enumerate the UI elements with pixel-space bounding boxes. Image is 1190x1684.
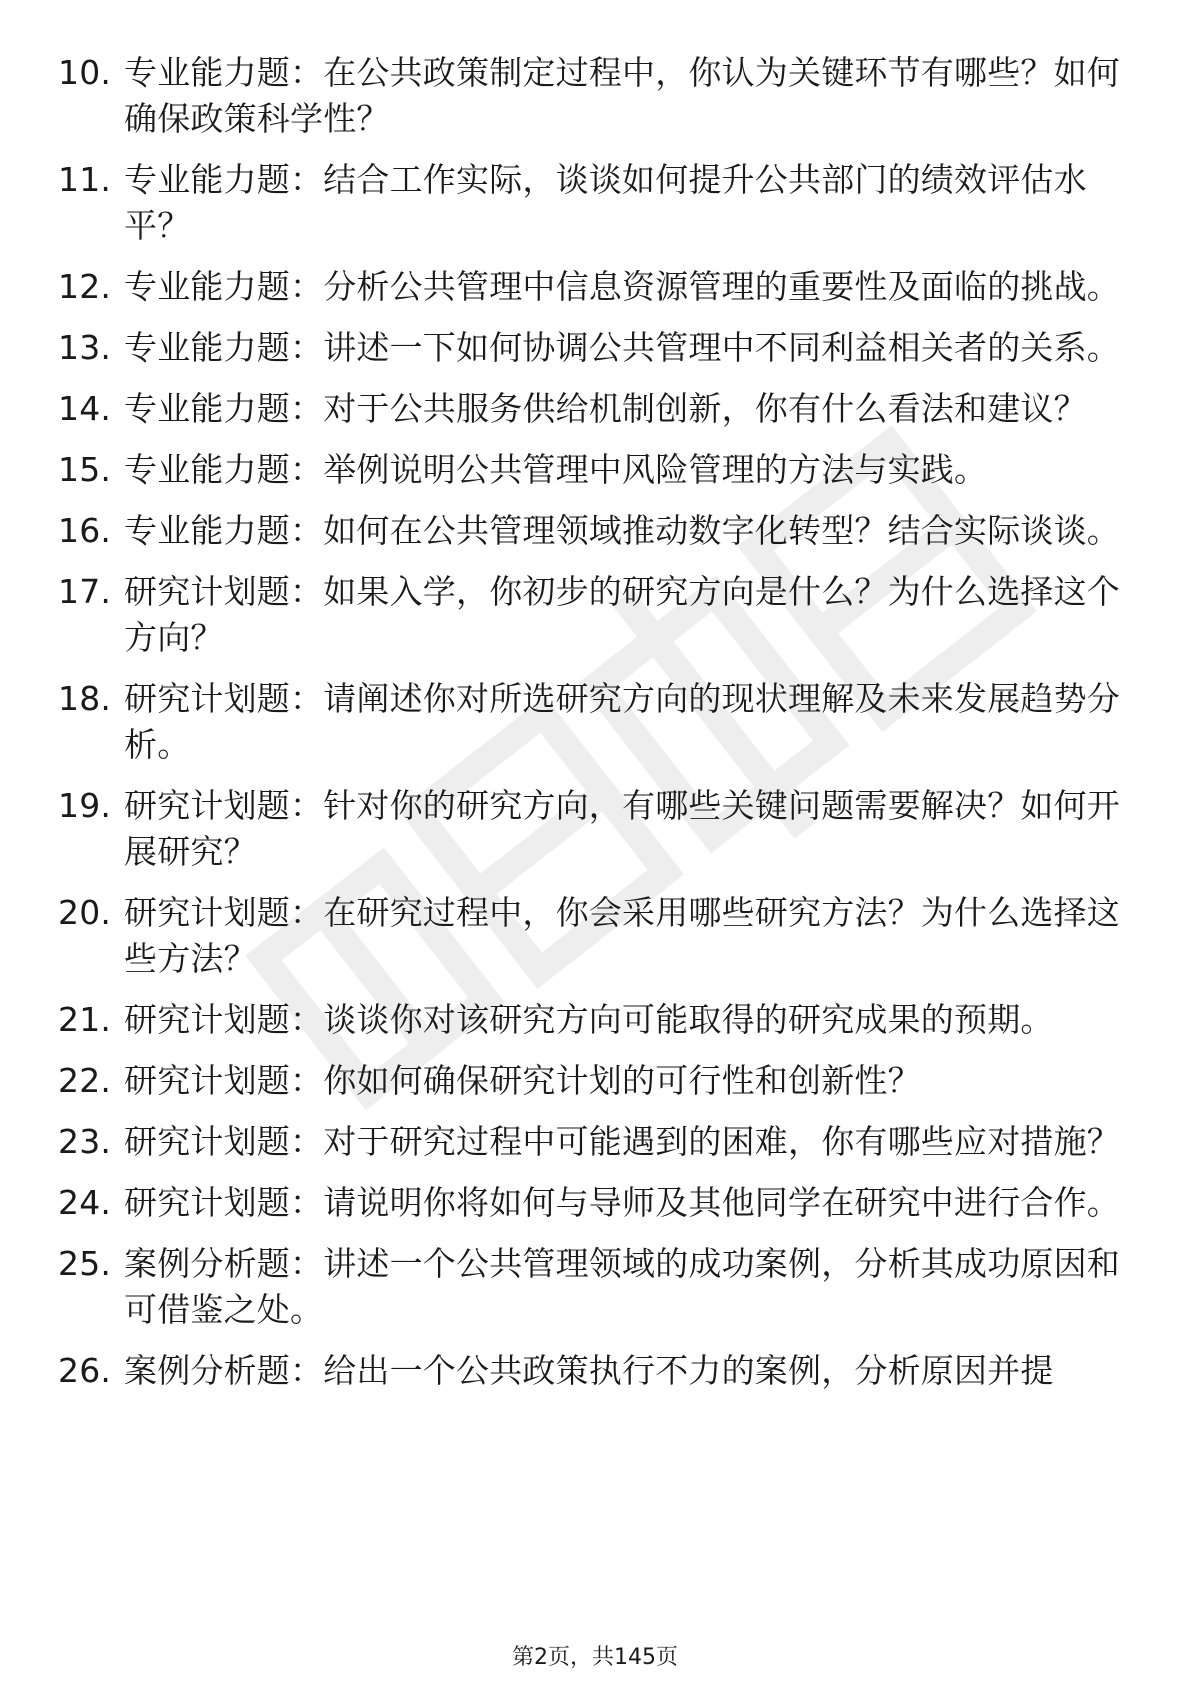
item-number: 24. <box>58 1183 112 1222</box>
item-number: 17. <box>58 572 112 611</box>
item-number: 15. <box>58 450 112 489</box>
list-item <box>58 50 1138 142</box>
list-item <box>58 264 1138 310</box>
item-number: 19. <box>58 786 112 825</box>
list-item <box>58 508 1138 554</box>
item-text: 研究计划题：对于研究过程中可能遇到的困难，你有哪些应对措施？ <box>124 1122 1120 1161</box>
list-item <box>58 997 1138 1043</box>
item-number: 18. <box>58 679 112 718</box>
item-number: 21. <box>58 1000 112 1039</box>
item-text: 专业能力题：举例说明公共管理中风险管理的方法与实践。 <box>124 450 988 489</box>
item-text: 研究计划题：如果入学，你初步的研究方向是什么？为什么选择这个方向？ <box>124 572 1120 657</box>
list-item <box>58 676 1138 768</box>
list-item <box>58 325 1138 371</box>
list-item <box>58 1241 1138 1333</box>
item-text: 案例分析题：给出一个公共政策执行不力的案例，分析原因并提 <box>124 1351 1054 1390</box>
item-text: 研究计划题：谈谈你对该研究方向可能取得的研究成果的预期。 <box>124 1000 1054 1039</box>
item-number: 22. <box>58 1061 112 1100</box>
item-number: 12. <box>58 267 112 306</box>
list-item <box>58 1180 1138 1226</box>
item-number: 14. <box>58 389 112 428</box>
item-number: 25. <box>58 1244 112 1283</box>
item-text: 专业能力题：如何在公共管理领域推动数字化转型？结合实际谈谈。 <box>124 511 1120 550</box>
item-text: 专业能力题：分析公共管理中信息资源管理的重要性及面临的挑战。 <box>124 267 1120 306</box>
item-number: 26. <box>58 1351 112 1390</box>
item-text: 研究计划题：请说明你将如何与导师及其他同学在研究中进行合作。 <box>124 1183 1120 1222</box>
item-number: 23. <box>58 1122 112 1161</box>
item-text: 专业能力题：在公共政策制定过程中，你认为关键环节有哪些？如何确保政策科学性？ <box>124 53 1120 138</box>
item-number: 10. <box>58 53 112 92</box>
list-item <box>58 890 1138 982</box>
page-footer: 第2页，共145页 <box>512 1645 678 1670</box>
question-list <box>58 50 1138 1409</box>
list-item <box>58 386 1138 432</box>
list-item <box>58 1119 1138 1165</box>
list-item <box>58 569 1138 661</box>
item-text: 研究计划题：你如何确保研究计划的可行性和创新性？ <box>124 1061 921 1100</box>
item-number: 20. <box>58 893 112 932</box>
item-text: 案例分析题：讲述一个公共管理领域的成功案例，分析其成功原因和可借鉴之处。 <box>124 1244 1120 1329</box>
item-text: 专业能力题：对于公共服务供给机制创新，你有什么看法和建议？ <box>124 389 1087 428</box>
item-text: 专业能力题：结合工作实际，谈谈如何提升公共部门的绩效评估水平？ <box>124 160 1087 245</box>
item-number: 11. <box>58 160 112 199</box>
item-number: 13. <box>58 328 112 367</box>
item-text: 研究计划题：针对你的研究方向，有哪些关键问题需要解决？如何开展研究？ <box>124 786 1120 871</box>
item-text: 研究计划题：请阐述你对所选研究方向的现状理解及未来发展趋势分析。 <box>124 679 1120 764</box>
item-text: 专业能力题：讲述一下如何协调公共管理中不同利益相关者的关系。 <box>124 328 1120 367</box>
list-item <box>58 447 1138 493</box>
item-number: 16. <box>58 511 112 550</box>
list-item <box>58 1348 1138 1394</box>
list-item <box>58 157 1138 249</box>
item-text: 研究计划题：在研究过程中，你会采用哪些研究方法？为什么选择这些方法？ <box>124 893 1120 978</box>
list-item <box>58 1058 1138 1104</box>
list-item <box>58 783 1138 875</box>
